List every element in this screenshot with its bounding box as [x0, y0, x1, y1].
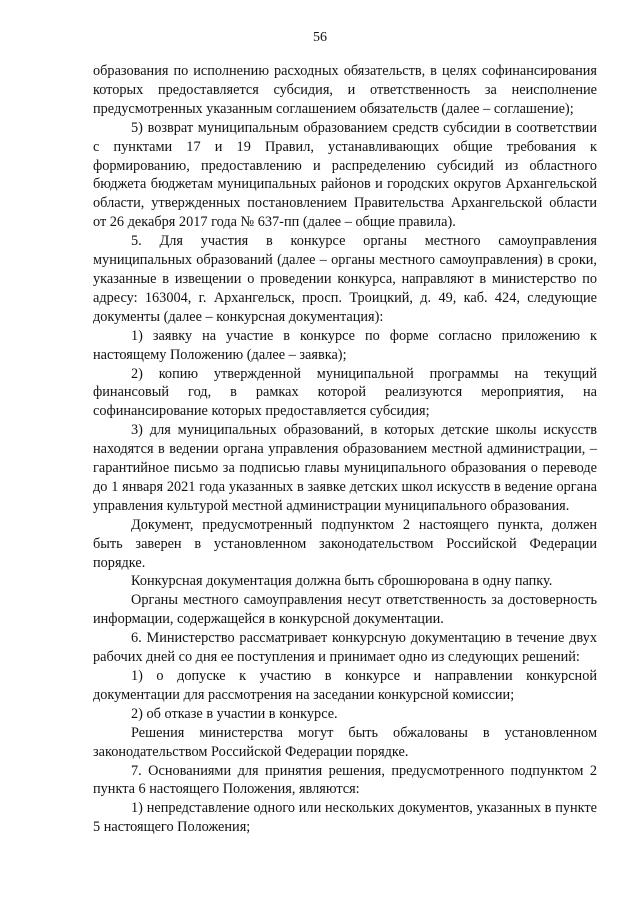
document-body: [93, 62, 597, 837]
paragraph: Конкурсная документация должна быть сброшюрована в одну папку.: [131, 573, 553, 590]
paragraph: 5) возврат муниципальным образованием средств субсидии в соответствии с пунктами 17 и 19 Правил, устанавливающих общие требования к формированию, предоставлению и распределению субсидий из областного бюджета бюджетам муниципальных районов и городских округов Архангельской области, утвержденных постановлением Правительства Архангельской области от 26 декабря 2017 года № 637-пп (далее – общие правила).: [93, 119, 597, 231]
paragraph: Документ, предусмотренный подпунктом 2 настоящего пункта, должен быть заверен в установленном законодательством Российской Федерации порядке.: [93, 516, 597, 571]
paragraph: 6. Министерство рассматривает конкурсную документацию в течение двух рабочих дней со дня ее поступления и принимает одно из следующих решений:: [93, 630, 597, 666]
paragraph: 3) для муниципальных образований, в которых детские школы искусств находятся в ведении органа управления образованием местной администрации, – гарантийное письмо за подписью главы муниципального образования о переводе до 1 января 2021 года указанных в заявке детских школ искусств в ведение органа управления культурой местной администрации муниципального образования.: [93, 422, 597, 514]
paragraph: 1) непредставление одного или нескольких документов, указанных в пункте 5 настоящего Положения;: [93, 800, 597, 836]
paragraph: 5. Для участия в конкурсе органы местного самоуправления муниципальных образований (далее – органы местного самоуправления) в сроки, указанные в извещении о проведении конкурса, направляют в министерство по адресу: 163004, г. Архангельск, просп. Троицкий, д. 49, каб. 424, следующие документы (далее – конкурсная документация):: [93, 233, 597, 325]
paragraph: 7. Основаниями для принятия решения, предусмотренного подпунктом 2 пункта 6 настоящего Положения, являются:: [93, 762, 597, 798]
paragraph: 1) о допуске к участию в конкурсе и направлении конкурсной документации для рассмотрения на заседании конкурсной комиссии;: [93, 668, 597, 703]
paragraph: образования по исполнению расходных обязательств, в целях софинансирования которых предоставляется субсидия, и ответственность за неисполнение предусмотренных указанным соглашением обязательств (далее – соглашение);: [93, 63, 597, 117]
page-number: 56: [313, 30, 327, 45]
paragraph: 2) копию утвержденной муниципальной программы на текущий финансовый год, в рамках которой реализуются мероприятия, на софинансирование которых предоставляется субсидия;: [93, 365, 597, 420]
paragraph: 1) заявку на участие в конкурсе по форме согласно приложению к настоящему Положению (далее – заявка);: [93, 327, 597, 363]
paragraph: Органы местного самоуправления несут ответственность за достоверность информации, содержащейся в конкурсной документации.: [93, 592, 597, 628]
paragraph: 2) об отказе в участии в конкурсе.: [131, 705, 338, 722]
paragraph: Решения министерства могут быть обжалованы в установленном законодательством Российской Федерации порядке.: [93, 724, 597, 760]
